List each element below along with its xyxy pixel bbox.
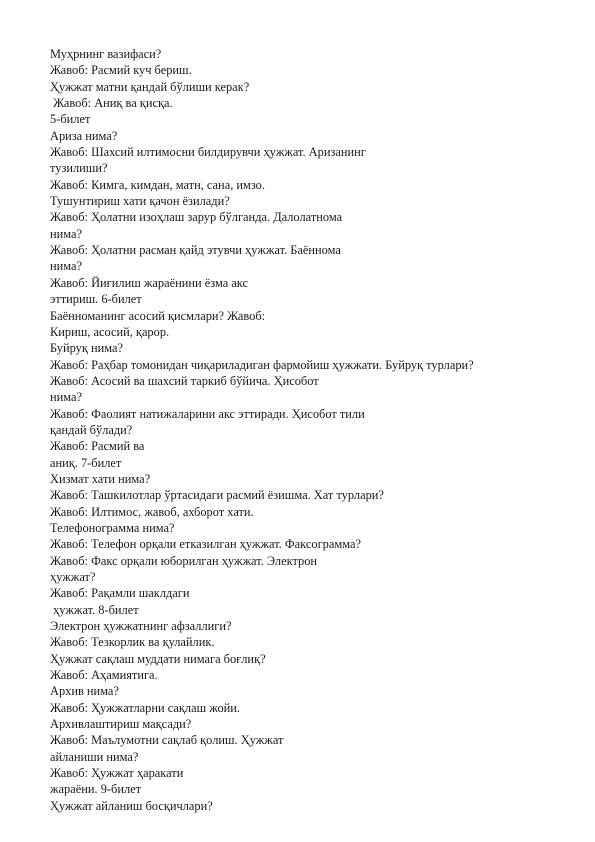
text-line: Жавоб: Ҳолатни изоҳлаш зарур бўлганда. Далолатнома <box>50 210 343 225</box>
text-line: Телефонограмма нима? <box>50 520 175 535</box>
text-line: Жавоб: Аҳамиятига. <box>50 668 158 683</box>
text-line: Жавоб: Раҳбар томонидан чиқариладиган фармойиш ҳужжати. Буйруқ турлари? <box>50 357 474 372</box>
text-line: Хизмат хати нима? <box>50 471 151 486</box>
text-line: Жавоб: Ташкилотлар ўртасидаги расмий ёзишма. Хат турлари? <box>50 488 384 503</box>
text-line: ҳужжат? <box>50 570 96 584</box>
text-line: Жавоб: Шахсий илтимосни билдирувчи ҳужжат. Аризанинг <box>50 145 366 160</box>
text-line: ҳужжат. 8-билет <box>50 602 139 617</box>
text-line: Буйруқ нима? <box>50 341 123 356</box>
text-line: Жавоб: Илтимос, жавоб, ахборот хати. <box>50 504 254 519</box>
text-line: Электрон ҳужжатнинг афзаллиги? <box>50 619 232 634</box>
text-line: Кириш, асосий, қарор. <box>50 324 170 339</box>
text-line: Жавоб: Ҳужжат ҳаракати <box>50 766 184 781</box>
text-line: Жавоб: Ҳолатни расман қайд этувчи ҳужжат. Баённома <box>50 243 341 258</box>
text-line: Баённоманинг асосий қисмлари? Жавоб: <box>50 308 266 323</box>
text-line: Ҳужжат матни қандай бўлиши керак? <box>50 79 250 94</box>
text-line: Жавоб: Кимга, кимдан, матн, сана, имзо. <box>50 177 265 192</box>
document-text <box>50 46 580 814</box>
text-line: Архивлаштириш мақсади? <box>50 717 192 732</box>
text-line: Жавоб: Тезкорлик ва қулайлик. <box>50 635 215 650</box>
text-line: Ҳужжат сақлаш муддати нимага боғлиқ? <box>50 651 266 666</box>
text-line: аниқ. 7-билет <box>50 455 122 470</box>
text-line: Архив нима? <box>50 684 119 699</box>
text-line: айланиши нима? <box>50 749 139 764</box>
text-line: Жавоб: Асосий ва шахсий таркиб бўйича. Ҳисобот <box>50 373 319 388</box>
text-line: Жавоб: Фаолият натижаларини акс эттиради. Ҳисобот тили <box>50 406 365 421</box>
text-line: 5-билет <box>50 112 91 127</box>
text-line: тузилиши? <box>50 161 108 176</box>
text-line: Ариза нима? <box>50 128 118 143</box>
text-line: Жавоб: Маълумотни сақлаб қолиш. Ҳужжат <box>50 733 284 748</box>
text-line: Жавоб: Расмий ва <box>50 439 145 454</box>
text-line: Жавоб: Расмий куч бериш. <box>50 63 192 78</box>
text-line: Ҳужжат айланиш босқичлари? <box>50 798 213 813</box>
text-line: Жавоб: Ҳужжатларни сақлаш жойи. <box>50 700 241 715</box>
text-line: Жавоб: Рақамли шаклдаги <box>50 586 190 601</box>
text-line: Жавоб: Йиғилиш жараёнини ёзма акс <box>50 275 249 290</box>
text-line: Жавоб: Телефон орқали етказилган ҳужжат. Факсограмма? <box>50 537 361 552</box>
text-line: жараёни. 9-билет <box>50 782 142 797</box>
text-line: Муҳрнинг вазифаси? <box>50 47 162 61</box>
text-line: нима? <box>50 259 83 274</box>
text-line: Жавоб: Аниқ ва қисқа. <box>50 96 173 111</box>
text-line: нима? <box>50 226 83 241</box>
text-line: нима? <box>50 390 83 405</box>
text-line: эттириш. 6-билет <box>50 292 142 307</box>
text-line: Жавоб: Факс орқали юборилган ҳужжат. Электрон <box>50 553 318 568</box>
text-line: қандай бўлади? <box>50 422 133 437</box>
text-line: Тушунтириш хати қачон ёзилади? <box>50 194 230 209</box>
